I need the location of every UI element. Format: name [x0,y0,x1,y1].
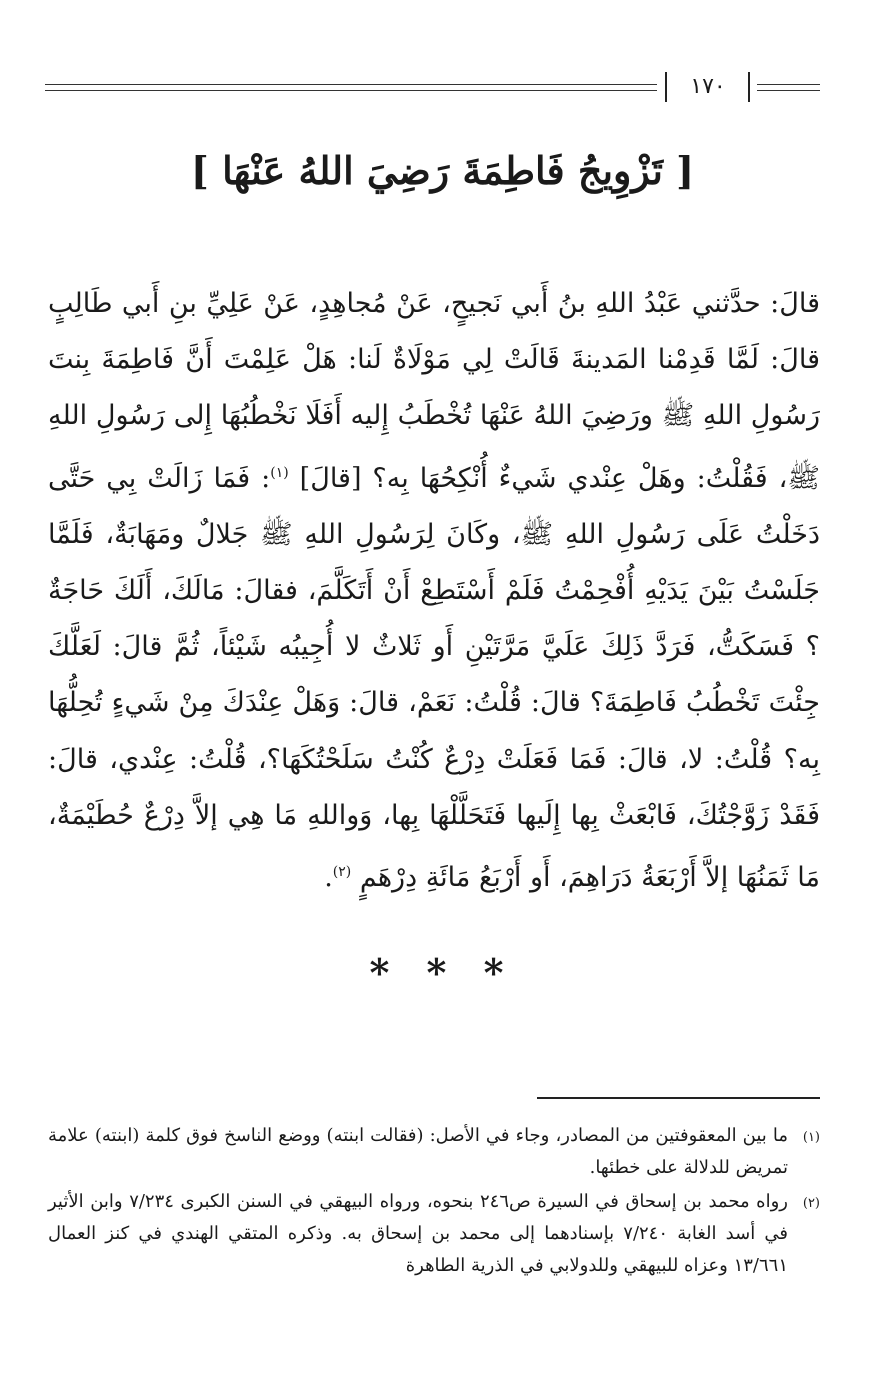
footnote-text: رواه محمد بن إسحاق في السيرة ص٢٤٦ بنحوه، ورواه البيهقي في السنن الكبرى ٧/٢٣٤ وابن الأثير في أسد الغابة ٧/٢٤٠ بإسنادهما إلى محمد بن إسحاق به. وذكره المتقي الهندي في كنز العمال ١٣/٦٦١ وعزاه للبيهقي وللدولابي في الذرية الطاهرة [48,1191,788,1276]
footnote-mark: (٢) [802,1196,820,1211]
page-header [45,72,820,102]
header-rule-right [757,84,820,91]
main-paragraph [48,276,820,906]
footnote-ref-1[interactable]: (١) [270,464,289,481]
chapter-title: [ تَزْوِيجُ فَاطِمَةَ رَضِيَ اللهُ عَنْهَا ] [190,148,695,193]
footnote-2 [48,1186,820,1282]
footnote-1 [48,1120,820,1184]
footnote-text: ما بين المعقوفتين من المصادر، وجاء في الأصل: (فقالت ابنته) ووضع الناسخ فوق كلمة (ابنته) علامة تمريض للدلالة على خطئها. [48,1125,788,1178]
paragraph-text-part-2: : فَمَا زَالَتْ بِي حَتَّى دَخَلْتُ عَلَى رَسُولِ اللهِ ﷺ، وكَانَ لِرَسُولِ اللهِ ﷺ جَلالٌ ومَهَابَةٌ، فَلَمَّا جَلَسْتُ بَيْنَ يَدَيْهِ أُفْحِمْتُ فَلَمْ أَسْتَطِعْ أَنْ أَتَكَلَّمَ، فقالَ: مَالَكَ، أَلَكَ حَاجَةٌ ؟ فَسَكَتُّ، فَرَدَّ ذَلِكَ عَلَيَّ مَرَّتَيْنِ أَو ثَلاثٌ لا أُجِيبُه شَيْئاً، ثُمَّ قالَ: لَعَلَّكَ جِئْتَ تَخْطُبُ فَاطِمَةَ؟ قالَ: قُلْتُ: نَعَمْ، قالَ: وَهَلْ عِنْدَكَ مِنْ شَيءٍ تُحِلُّهَا بِه؟ قُلْتُ: لا، قالَ: فَمَا فَعَلَتْ دِرْعٌ كُنْتُ سَلَحْتُكَهَا؟، قُلْتُ: عِنْدي، قالَ: فَقَدْ زَوَّجْتُكَ، فَابْعَثْ بِها إِلَيها فَتَحَلَّلْهَا بِها، وَواللهِ مَا هِي إلاَّ دِرْعٌ حُطَيْمَةٌ، مَا ثَمَنُهَا إلاَّ أَرْبَعَةُ دَرَاهِمَ، أَو أَرْبَعُ مَائَةِ دِرْهَمٍ [48,462,820,894]
header-divider-right [748,72,750,102]
footnote-ref-2[interactable]: (٢) [332,864,352,881]
page-number: ١٧٠ [690,74,726,99]
paragraph-text-part-1: قالَ: حدَّثني عَبْدُ اللهِ بنُ أَبي نَجيحٍ، عَنْ مُجاهِدٍ، عَنْ عَلِيِّ بنِ أَبي طَالِبٍ قالَ: لَمَّا قَدِمْنا المَدينةَ قَالَتْ لِي مَوْلَاةٌ لَنا: هَلْ عَلِمْتَ أَنَّ فَاطِمَةَ بِنتَ رَسُولِ اللهِ ﷺ ورَضِيَ اللهُ عَنْهَا تُخْطَبُ إِليه أَفَلَا نَخْطُبُهَا إِلى رَسُولِ اللهِ ﷺ، فَقُلْتُ: وهَلْ عِنْدي شَيءٌ أُنْكِحُهَا بِه؟ [قالَ] [48,288,820,494]
header-rule-left [45,84,657,91]
footnote-rule [537,1097,820,1099]
paragraph-text-part-3: . [324,862,333,894]
section-separator: * * * [369,950,516,995]
footnotes [48,1120,820,1284]
header-divider-left [665,72,667,102]
footnote-mark: (١) [802,1130,820,1145]
